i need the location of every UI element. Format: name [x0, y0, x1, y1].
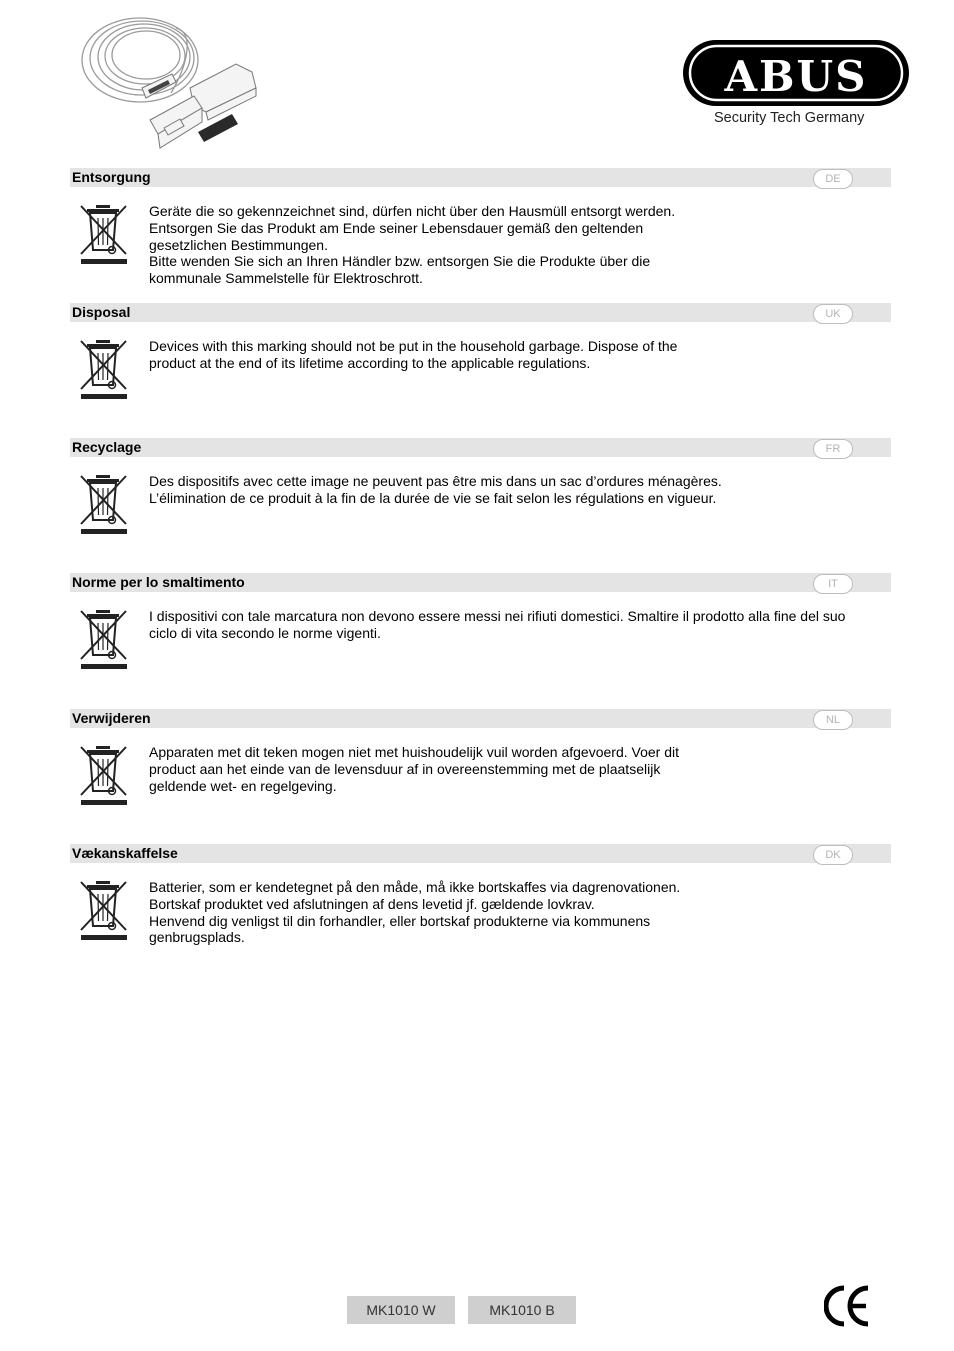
section-title: Norme per lo smaltimento: [72, 574, 245, 590]
text-line: Entsorgen Sie das Produkt am Ende seiner Lebensdauer gemäß den geltenden: [149, 219, 644, 236]
text-line: product at the end of its lifetime according to the applicable regulations.: [149, 354, 591, 371]
weee-bin-icon: [76, 202, 132, 266]
section-header-bar: [70, 709, 891, 728]
section-header-bar: [70, 438, 891, 457]
language-badge: NL: [813, 710, 853, 730]
section-text: [149, 473, 871, 507]
text-line: genbrugsplads.: [149, 929, 245, 946]
model-label-w: MK1010 W: [347, 1296, 455, 1324]
section-header-bar: [70, 168, 891, 187]
section-it: [70, 573, 891, 641]
text-line: Bitte wenden Sie sich an Ihren Händler bzw. entsorgen Sie die Produkte über die: [149, 253, 651, 270]
section-header-bar: [70, 573, 891, 592]
text-line: L’élimination de ce produit à la fin de la durée de vie se fait selon les régulations en vigueur.: [149, 489, 717, 506]
model-label-b: MK1010 B: [468, 1296, 576, 1324]
section-header-bar: [70, 844, 891, 863]
text-line: Devices with this marking should not be put in the household garbage. Dispose of the: [149, 338, 678, 354]
product-image: [76, 8, 258, 164]
text-line: kommunale Sammelstelle für Elektroschrott.: [149, 270, 423, 287]
text-line: Apparaten met dit teken mogen niet met huishoudelijk vuil worden afgevoerd. Voer dit: [149, 744, 679, 760]
section-fr: [70, 438, 891, 506]
text-line: I dispositivi con tale marcatura non devono essere messi nei rifiuti domestici. Smaltire il prodotto alla fine del suo: [149, 608, 846, 624]
section-nl: [70, 709, 891, 794]
language-badge: UK: [813, 304, 853, 324]
weee-bin-icon: [76, 743, 132, 807]
section-dk: [70, 844, 891, 946]
language-badge: DK: [813, 845, 853, 865]
text-line: Bortskaf produktet ved afslutningen af dens levetid jf. gældende lovkrav.: [149, 895, 595, 912]
weee-bin-icon: [76, 607, 132, 671]
section-text: [149, 338, 871, 372]
svg-text:ABUS: ABUS: [724, 52, 868, 101]
section-de: [70, 168, 891, 287]
text-line: geldende wet- en regelgeving.: [149, 777, 337, 794]
text-line: Batterier, som er kendetegnet på den måde, må ikke bortskaffes via dagrenovationen.: [149, 879, 681, 895]
weee-bin-icon: [76, 878, 132, 942]
weee-bin-icon: [76, 472, 132, 536]
language-badge: IT: [813, 574, 853, 594]
section-title: Disposal: [72, 304, 131, 320]
section-text: [149, 608, 871, 642]
section-title: Verwijderen: [72, 710, 151, 726]
section-text: [149, 879, 871, 946]
text-line: Geräte die so gekennzeichnet sind, dürfen nicht über den Hausmüll entsorgt werden.: [149, 203, 676, 219]
language-badge: FR: [813, 439, 853, 459]
text-line: Henvend dig venligst til din forhandler, eller bortskaf produkterne via kommunens: [149, 912, 651, 929]
section-uk: [70, 303, 891, 371]
text-line: gesetzlichen Bestimmungen.: [149, 236, 328, 253]
section-title: Vækanskaffelse: [72, 845, 178, 861]
text-line: Des dispositifs avec cette image ne peuvent pas être mis dans un sac d’ordures ménagères.: [149, 473, 722, 489]
weee-bin-icon: [76, 337, 132, 401]
language-badge: DE: [813, 169, 853, 189]
text-line: ciclo di vita secondo le norme vigenti.: [149, 624, 381, 641]
section-title: Entsorgung: [72, 169, 151, 185]
ce-mark-icon: [824, 1284, 872, 1328]
section-text: [149, 744, 871, 794]
text-line: product aan het einde van de levensduur af in overeenstemming met de plaatselijk: [149, 760, 661, 777]
section-header-bar: [70, 303, 891, 322]
brand-tagline: Security Tech Germany: [714, 110, 865, 126]
section-title: Recyclage: [72, 439, 142, 455]
section-text: [149, 203, 871, 287]
